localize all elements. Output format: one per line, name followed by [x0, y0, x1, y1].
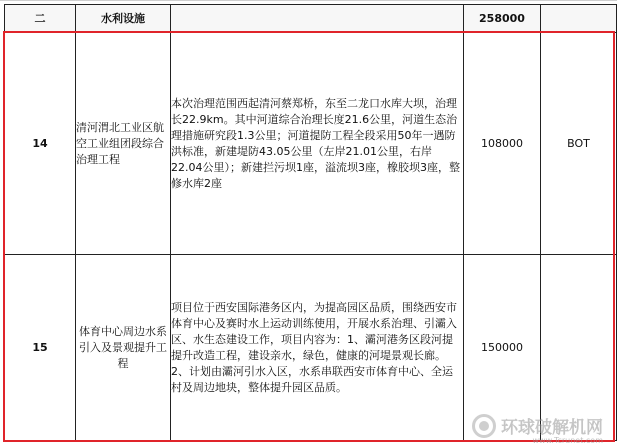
category-index: 二: [5, 5, 76, 33]
project-amount: 150000: [464, 255, 541, 441]
category-name: 水利设施: [76, 5, 171, 33]
category-mode-cell: [541, 5, 617, 33]
watermark-url: www.Tcrunet.com: [532, 436, 603, 445]
project-mode: BOT: [541, 33, 617, 255]
project-description: 项目位于西安国际港务区内，为提高园区品质，围绕西安市体育中心及赛时水上运动训练使用，开展水系治理、引灞入区、水生态建设工作，项目内容为：1、灞河港务区段河提提升改造工程，建设亲水，绿色，健康的河堤景观长廊。2、计划由灞河引水入区，水系串联西安市体育中心、全运村及周边地块，整体提升园区品质。: [171, 255, 464, 441]
category-header-row: [5, 5, 617, 33]
project-name: 清河渭北工业区航空工业组团段综合治理工程: [76, 33, 171, 255]
project-mode: [541, 255, 617, 441]
top-rule: [0, 0, 617, 1]
table-row: [5, 33, 617, 255]
project-name: 体育中心周边水系引入及景观提升工程: [76, 255, 171, 441]
project-description: 本次治理范围西起清河蔡郑桥，东至二龙口水库大坝，治理长22.9km。其中河道综合治理长度21.6公里，河道生态治理措施研究段1.3公里；河道提防工程全段采用50年一遇防洪标准，新建堤防43.05公里（左岸21.01公里，右岸22.04公里）；新建拦污坝1座，溢流坝3座，橡胶坝3座，整修水库2座: [171, 33, 464, 255]
category-amount: 258000: [464, 5, 541, 33]
project-index: 14: [5, 33, 76, 255]
watermark-text: 环球破解机网: [501, 418, 603, 438]
category-description-cell: [171, 5, 464, 33]
project-table: [4, 4, 617, 441]
table-row: [5, 255, 617, 441]
project-amount: 108000: [464, 33, 541, 255]
project-index: 15: [5, 255, 76, 441]
